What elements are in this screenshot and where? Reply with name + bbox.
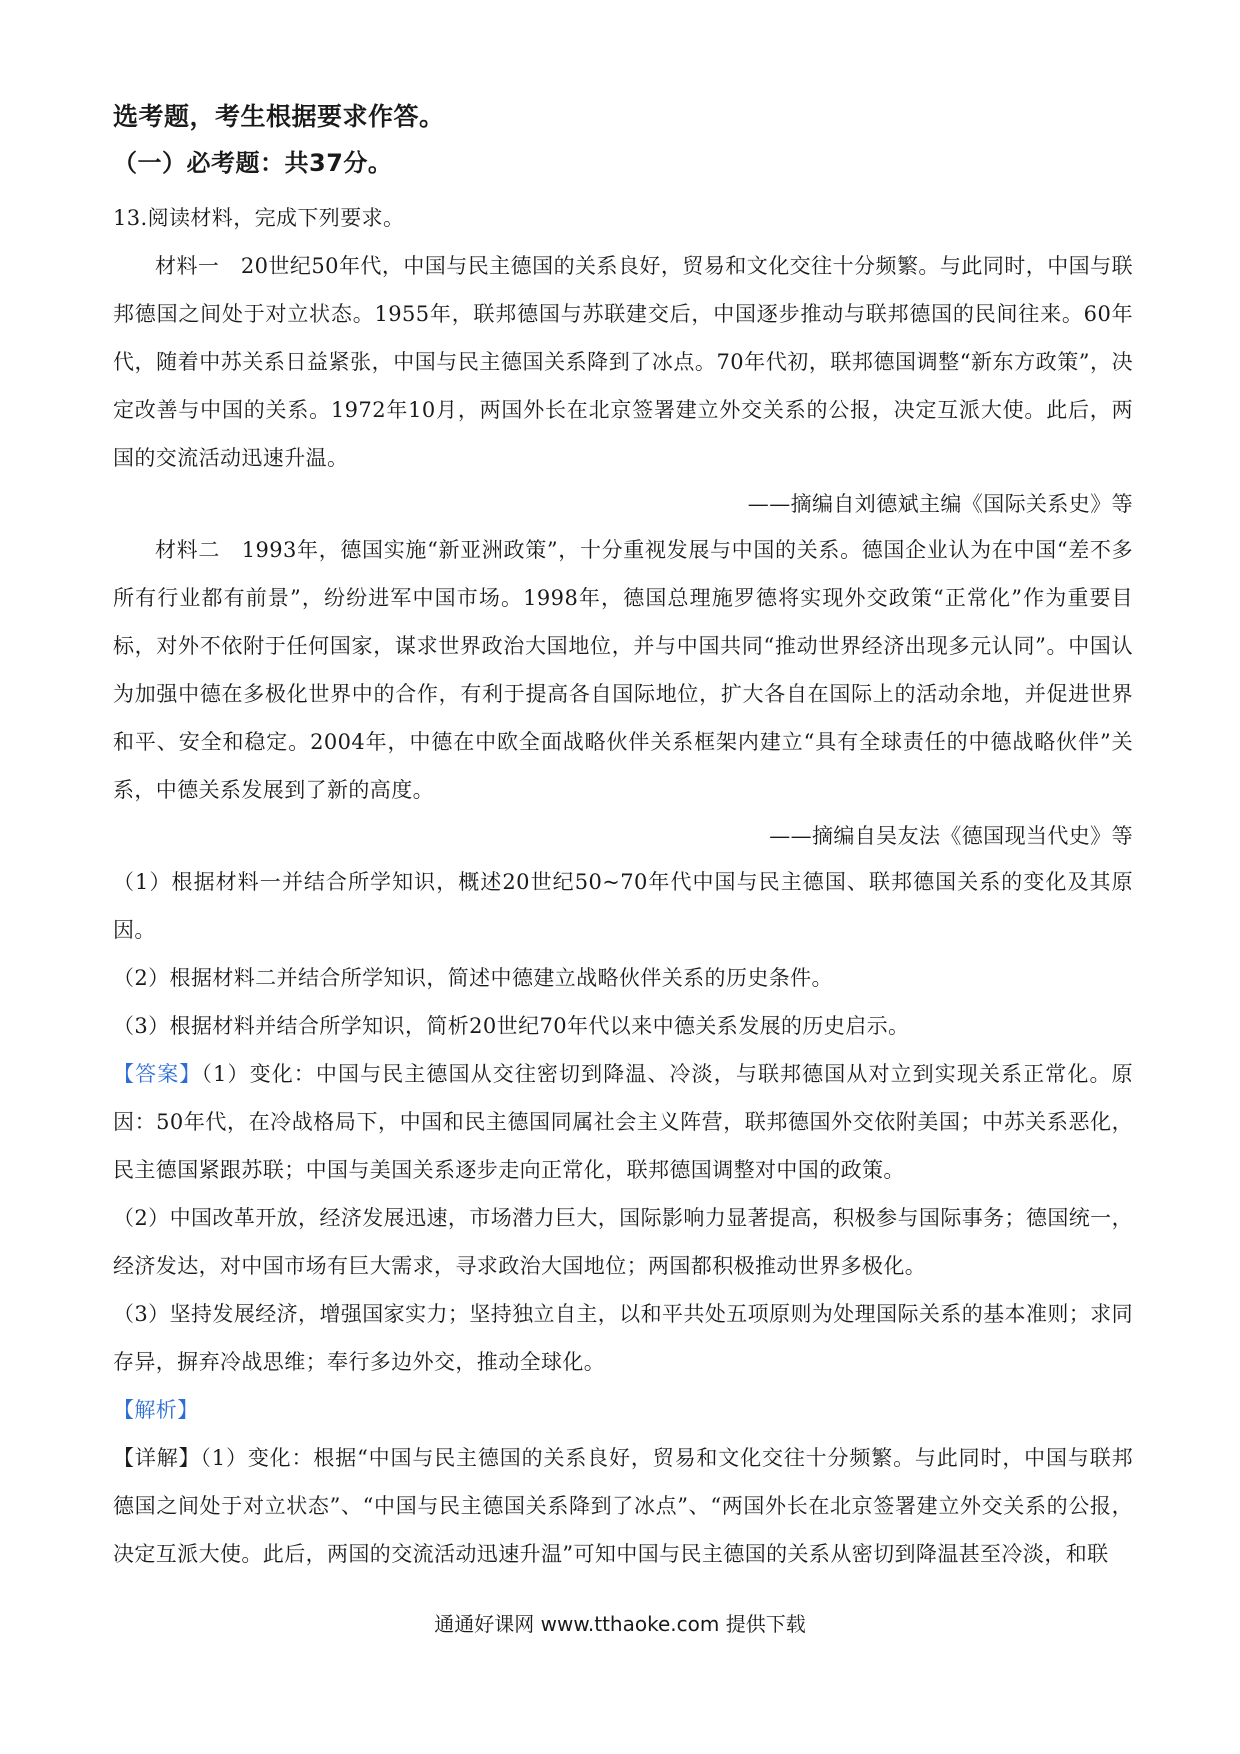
material-one: 材料一 20世纪50年代，中国与民主德国的关系良好，贸易和文化交往十分频繁。与此同时，中国与联邦德国之间处于对立状态。1955年，联邦德国与苏联建交后，中国逐步推动与联邦德国的民间往来。60年代，随着中苏关系日益紧张，中国与民主德国关系降到了冰点。70年代初，联邦德国调整“新东方政策”，决定改善与中国的关系。1972年10月，两国外长在北京签署建立外交关系的公报，决定互派大使。此后，两国的交流活动迅速升温。 (113, 254, 1133, 470)
answer-1 (113, 1050, 1133, 1194)
question-stem: 13.阅读材料，完成下列要求。 (113, 206, 405, 230)
page-content (113, 100, 1133, 1578)
material-one-source: ——摘编自刘德斌主编《国际关系史》等 (747, 492, 1133, 516)
detail-label: 【详解】 (113, 1446, 201, 1470)
sub-question-1: （1）根据材料一并结合所学知识，概述20世纪50~70年代中国与民主德国、联邦德国关系的变化及其原因。 (113, 870, 1133, 942)
answer-1-text: （1）变化：中国与民主德国从交往密切到降温、冷淡，与联邦德国从对立到实现关系正常化。原因：50年代，在冷战格局下，中国和民主德国同属社会主义阵营，联邦德国外交依附美国；中苏关系恶化，民主德国紧跟苏联；中国与美国关系逐步走向正常化，联邦德国调整对中国的政策。 (113, 1062, 1133, 1182)
analysis-heading (113, 1386, 1133, 1434)
analysis-label: 【解析】 (113, 1398, 199, 1422)
section-heading: 选考题，考生根据要求作答。 (113, 102, 445, 131)
page-footer: 通通好课网 www.tthaoke.com 提供下载 (434, 1612, 806, 1636)
sub-question-2: （2）根据材料二并结合所学知识，简述中德建立战略伙伴关系的历史条件。 (113, 966, 833, 990)
detail-text: （1）变化：根据“中国与民主德国的关系良好，贸易和文化交往十分频繁。与此同时，中国与联邦德国之间处于对立状态”、“中国与民主德国关系降到了冰点”、“两国外长在北京签署建立外交关系的公报，决定互派大使。此后，两国的交流活动迅速升温”可知中国与民主德国的关系从密切到降温甚至冷淡，和联 (113, 1446, 1133, 1566)
analysis-detail (113, 1434, 1133, 1578)
answer-3: （3）坚持发展经济，增强国家实力；坚持独立自主，以和平共处五项原则为处理国际关系的基本准则；求同存异，摒弃冷战思维；奉行多边外交，推动全球化。 (113, 1302, 1133, 1374)
subsection-heading: （一）必考题：共37分。 (113, 149, 393, 177)
answer-label: 【答案】 (113, 1062, 202, 1086)
material-two-source: ——摘编自吴友法《德国现当代史》等 (769, 824, 1133, 848)
answer-2: （2）中国改革开放，经济发展迅速，市场潜力巨大，国际影响力显著提高，积极参与国际事务；德国统一，经济发达，对中国市场有巨大需求，寻求政治大国地位；两国都积极推动世界多极化。 (113, 1206, 1133, 1278)
sub-question-3: （3）根据材料并结合所学知识，简析20世纪70年代以来中德关系发展的历史启示。 (113, 1014, 910, 1038)
material-two: 材料二 1993年，德国实施“新亚洲政策”，十分重视发展与中国的关系。德国企业认为在中国“差不多所有行业都有前景”，纷纷进军中国市场。1998年，德国总理施罗德将实现外交政策“正常化”作为重要目标，对外不依附于任何国家，谋求世界政治大国地位，并与中国共同“推动世界经济出现多元认同”。中国认为加强中德在多极化世界中的合作，有利于提高各自国际地位，扩大各自在国际上的活动余地，并促进世界和平、安全和稳定。2004年，中德在中欧全面战略伙伴关系框架内建立“具有全球责任的中德战略伙伴”关系，中德关系发展到了新的高度。 (113, 538, 1133, 802)
